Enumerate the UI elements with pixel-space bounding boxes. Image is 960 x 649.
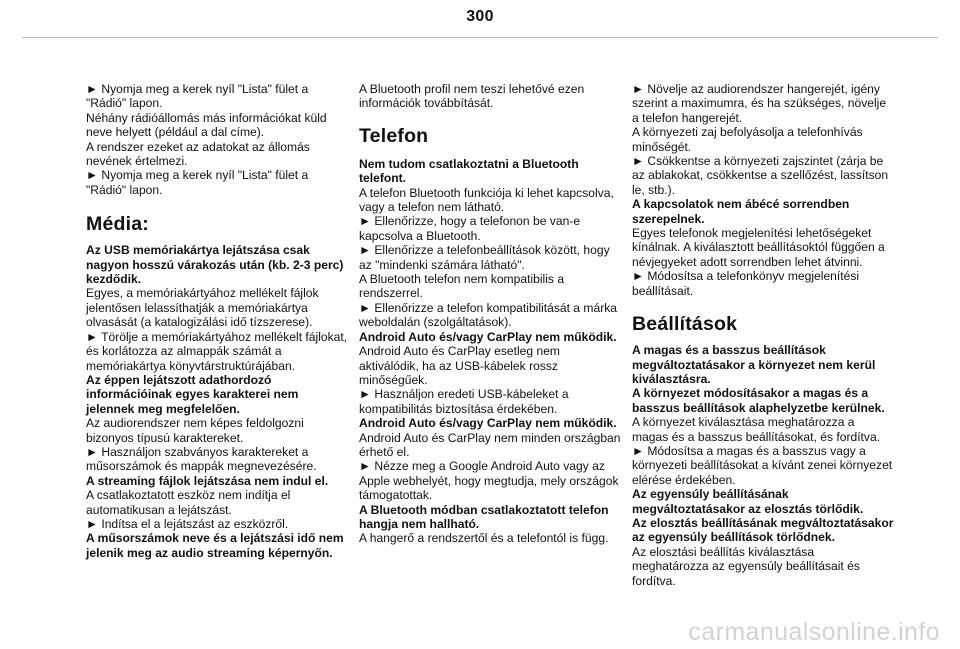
column-2 — [359, 82, 621, 546]
body-text: Android Auto és CarPlay esetleg nem aktiválódik, ha az USB-kábelek rossz minőségűek. — [359, 344, 561, 387]
column-3 — [632, 82, 894, 588]
body-text: Az audiorendszer nem képes feldolgozni bizonyos típusú karaktereket. — [86, 416, 304, 445]
issue-title: A Bluetooth módban csatlakoztatott telefon hangja nem hallható. — [359, 502, 609, 531]
body-text: A Bluetooth profil nem teszi lehetővé ezen információk továbbítását. — [359, 82, 585, 111]
body-text: A rendszer ezeket az adatokat az állomás nevének értelmezi. — [86, 139, 310, 169]
body-text: A telefon Bluetooth funkciója ki lehet kapcsolva, vagy a telefon nem látható. — [359, 185, 614, 215]
body-text: ► Indítsa el a lejátszást az eszközről. — [86, 516, 289, 531]
column-1 — [86, 82, 348, 560]
header-divider — [22, 37, 938, 38]
body-text: ► Ellenőrizze a telefon kompatibilitását a márka weboldalán (szolgáltatások). — [359, 300, 617, 330]
body-text: ► Módosítsa a telefonkönyv megjelenítési beállításait. — [632, 269, 860, 298]
body-text: ► Növelje az audiorendszer hangerejét, igény szerint a maximumra, és ha szükséges, növelje a telefon hangerejét. — [632, 82, 887, 125]
body-text: ► Nyomja meg a kerek nyíl "Lista" fület a "Rádió" lapon. — [86, 168, 309, 197]
issue-title: A környezet módosításakor a magas és a basszus beállítások alaphelyzetbe kerülnek. — [632, 386, 885, 415]
issue-title: Nem tudom csatlakoztatni a Bluetooth telefont. — [359, 156, 579, 186]
body-text: ► Csökkentse a környezeti zajszintet (zárja be az ablakokat, csökkentse a szellőzést, lassítson le, stb.). — [632, 154, 889, 197]
body-text: ► Ellenőrizze, hogy a telefonon be van-e kapcsolva a Bluetooth. — [359, 214, 581, 243]
issue-title: Az éppen lejátszott adathordozó információinak egyes karakterei nem jelennek meg megfelelően. — [86, 372, 299, 416]
body-text: ► Nézze meg a Google Android Auto vagy az Apple webhelyét, hogy megtudja, mely országok támogatottak. — [359, 459, 619, 503]
body-text: ► Módosítsa a magas és a basszus vagy a környezeti beállításokat a kívánt zenei környezet elérése érdekében. — [632, 443, 893, 487]
body-text: ► Törölje a memóriakártyához mellékelt fájlokat, és korlátozza az almappák számát a memóriakártya könyvtárstruktúrájában. — [86, 329, 348, 373]
issue-title: A streaming fájlok lejátszása nem indul el. — [86, 473, 329, 488]
section-heading: Beállítások — [632, 313, 738, 336]
issue-title: A kapcsolatok nem ábécé sorrendben szerepelnek. — [632, 197, 850, 226]
body-text: Android Auto és CarPlay nem minden országban érhető el. — [359, 430, 621, 459]
issue-title: Az USB memóriakártya lejátszása csak nagyon hosszú várakozás után (kb. 2-3 perc) kezdődik. — [86, 243, 344, 287]
body-text: A Bluetooth telefon nem kompatibilis a rendszerrel. — [359, 272, 565, 301]
issue-title: A magas és a basszus beállítások megváltoztatásakor a környezet nem kerül kiválasztásra. — [632, 343, 876, 386]
body-text: A környezeti zaj befolyásolja a telefonhívás minőségét. — [632, 125, 863, 154]
body-text: Egyes telefonok megjelenítési lehetőségeket kínálnak. A kiválasztott beállításoktól függően a névjegyeket adott sorrendben lehet átvinni. — [632, 226, 885, 269]
issue-title: Az elosztás beállításának megváltoztatásakor az egyensúly beállítások törlődnek. — [632, 515, 894, 545]
page-number: 300 — [466, 8, 494, 25]
body-text: ► Nyomja meg a kerek nyíl "Lista" fület a "Rádió" lapon. — [86, 82, 309, 111]
issue-title: Android Auto és/vagy CarPlay nem működik. — [359, 329, 617, 344]
issue-title: Android Auto és/vagy CarPlay nem működik. — [359, 416, 617, 431]
body-text: ► Használjon szabványos karaktereket a műsorszámok és mappák megnevezésére. — [86, 444, 317, 474]
body-text: Néhány rádióállomás más információkat küld neve helyett (például a dal címe). — [86, 110, 327, 140]
body-text: ► Ellenőrizze a telefonbeállítások között, hogy az "mindenki számára látható". — [359, 243, 610, 272]
section-heading: Média: — [86, 213, 149, 236]
section-heading: Telefon — [359, 124, 429, 147]
watermark: carmanualsonline.info — [688, 618, 940, 646]
body-text: ► Használjon eredeti USB-kábeleket a kompatibilitás biztosítása érdekében. — [359, 387, 569, 416]
issue-title: Az egyensúly beállításának megváltoztatásakor az elosztás törlődik. — [632, 487, 864, 516]
body-text: A hangerő a rendszertől és a telefontól is függ. — [359, 531, 609, 546]
body-text: A környezet kiválasztása meghatározza a magas és a basszus beállításokat, és fordítva. — [632, 415, 881, 444]
body-text: A csatlakoztatott eszköz nem indítja el automatikusan a lejátszást. — [86, 488, 291, 517]
issue-title: A műsorszámok neve és a lejátszási idő nem jelenik meg az audio streaming képernyőn. — [86, 531, 344, 560]
body-text: Egyes, a memóriakártyához mellékelt fájlok jelentősen lelassíthatják a memóriakártya olvasását (a katalogizálási idő tízszerese). — [86, 286, 319, 330]
body-text: Az elosztási beállítás kiválasztása meghatározza az egyensúly beállításait és fordítva. — [632, 544, 860, 588]
